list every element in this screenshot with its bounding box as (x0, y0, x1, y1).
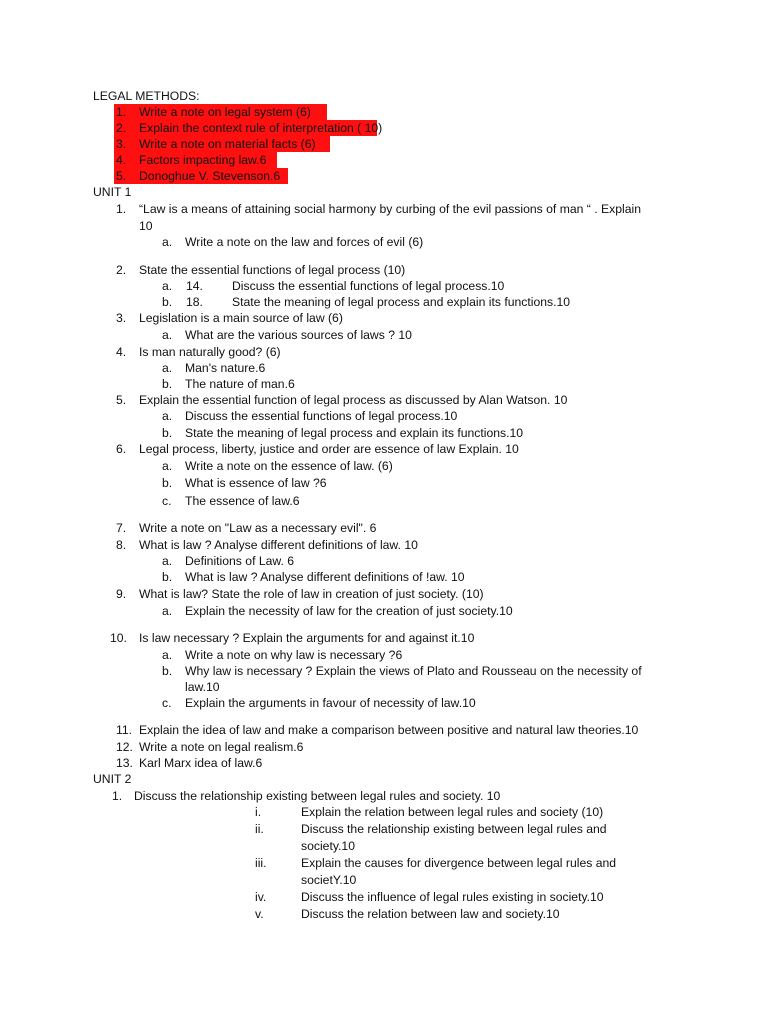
legal-methods-item: Factors impacting law.6 (139, 153, 267, 167)
question-text: What is law ? Analyse different definitions of law. 10 (139, 538, 418, 552)
unit-heading: UNIT 1 (93, 185, 132, 199)
question-text: Karl Marx idea of law.6 (139, 756, 263, 770)
subquestion-text: Explain the causes for divergence between legal rules and (301, 856, 617, 870)
legal-methods-item-number: 1. (116, 105, 127, 119)
question-number: 9. (116, 587, 127, 601)
subquestion-text: Discuss the essential functions of legal process.10 (232, 279, 505, 293)
subquestion-roman: v. (255, 907, 264, 921)
subquestion-letter: a. (162, 604, 173, 618)
question-text: “Law is a means of attaining social harmony by curbing of the evil passions of man “ . Explain (139, 202, 641, 216)
question-text: Write a note on "Law as a necessary evil". 6 (139, 521, 377, 535)
subquestion-letter: a. (162, 459, 173, 473)
legal-methods-item: Donoghue V. Stevenson.6 (139, 169, 281, 183)
subquestion-roman: i. (255, 805, 262, 819)
subquestion-text: The essence of law.6 (185, 494, 300, 508)
subquestion-ref: 14. (186, 279, 203, 293)
question-number: 12. (116, 740, 133, 754)
question-number: 8. (116, 538, 127, 552)
subquestion-text: Write a note on the law and forces of evil (6) (185, 235, 424, 249)
subquestion-text: Write a note on why law is necessary ?6 (185, 648, 403, 662)
subquestion-text: State the meaning of legal process and explain its functions.10 (232, 295, 571, 309)
subquestion-text: Explain the necessity of law for the creation of just society.10 (185, 604, 513, 618)
subquestion-text: What is essence of law ?6 (185, 476, 327, 490)
subquestion-text: The nature of man.6 (185, 377, 295, 391)
question-text: State the essential functions of legal process (10) (139, 263, 406, 277)
subquestion-letter: a. (162, 409, 173, 423)
legal-methods-item: Write a note on material facts (6) (139, 137, 316, 151)
subquestion-letter: b. (162, 426, 173, 440)
subquestion-letter: c. (162, 696, 172, 710)
question-text: Write a note on legal realism.6 (139, 740, 304, 754)
subquestion-letter: b. (162, 377, 173, 391)
legal-methods-item: Write a note on legal system (6) (139, 105, 311, 119)
subquestion-text: law.10 (185, 680, 220, 694)
unit-heading: UNIT 2 (93, 772, 132, 786)
question-text: Discuss the relationship existing between legal rules and society. 10 (134, 789, 501, 803)
subquestion-text: Explain the relation between legal rules and society (10) (301, 805, 604, 819)
question-number: 3. (116, 311, 127, 325)
question-text: Is man naturally good? (6) (139, 345, 281, 359)
question-number: 1. (116, 202, 127, 216)
subquestion-text: society.10 (301, 839, 355, 853)
subquestion-letter: a. (162, 279, 173, 293)
question-number: 13. (116, 756, 133, 770)
question-number: 5. (116, 393, 127, 407)
question-text: Explain the essential function of legal process as discussed by Alan Watson. 10 (139, 393, 568, 407)
subquestion-text: Man's nature.6 (185, 361, 266, 375)
subquestion-letter: b. (162, 476, 173, 490)
subquestion-letter: a. (162, 235, 173, 249)
legal-methods-item: Explain the context rule of interpretation ( 10) (139, 121, 383, 135)
legal-methods-heading: LEGAL METHODS: (93, 89, 200, 103)
subquestion-ref: 18. (186, 295, 203, 309)
subquestion-text: What is law ? Analyse different definitions of !aw. 10 (185, 570, 465, 584)
question-text: Is law necessary ? Explain the arguments for and against it.10 (139, 631, 475, 645)
subquestion-roman: iv. (255, 890, 267, 904)
question-number: 11. (116, 723, 133, 737)
subquestion-roman: ii. (255, 822, 264, 836)
question-text: Explain the idea of law and make a comparison between positive and natural law theories.10 (139, 723, 639, 737)
subquestion-roman: iii. (255, 856, 267, 870)
subquestion-letter: b. (162, 295, 173, 309)
subquestion-letter: a. (162, 648, 173, 662)
subquestion-letter: a. (162, 328, 173, 342)
question-text: Legislation is a main source of law (6) (139, 311, 343, 325)
question-number: 6. (116, 442, 127, 456)
legal-methods-item-number: 4. (116, 153, 127, 167)
question-text: Legal process, liberty, justice and order are essence of law Explain. 10 (139, 442, 519, 456)
question-number: 2. (116, 263, 127, 277)
subquestion-text: Explain the arguments in favour of necessity of law.10 (185, 696, 476, 710)
legal-methods-item-number: 2. (116, 121, 127, 135)
question-text: What is law? State the role of law in creation of just society. (10) (139, 587, 484, 601)
subquestion-text: Definitions of Law. 6 (185, 554, 295, 568)
subquestion-letter: a. (162, 554, 173, 568)
subquestion-letter: b. (162, 664, 173, 678)
subquestion-letter: b. (162, 570, 173, 584)
question-number: 7. (116, 521, 127, 535)
subquestion-text: societY.10 (301, 873, 357, 887)
question-number: 4. (116, 345, 127, 359)
subquestion-text: What are the various sources of laws ? 10 (185, 328, 412, 342)
subquestion-letter: a. (162, 361, 173, 375)
question-number: 1. (112, 789, 123, 803)
subquestion-text: State the meaning of legal process and explain its functions.10 (185, 426, 524, 440)
question-text: 10 (139, 219, 153, 233)
subquestion-text: Write a note on the essence of law. (6) (185, 459, 393, 473)
subquestion-text: Why law is necessary ? Explain the views of Plato and Rousseau on the necessity of (185, 664, 642, 678)
subquestion-text: Discuss the relationship existing between legal rules and (301, 822, 607, 836)
subquestion-text: Discuss the relation between law and society.10 (301, 907, 560, 921)
subquestion-letter: c. (162, 494, 172, 508)
subquestion-text: Discuss the essential functions of legal process.10 (185, 409, 458, 423)
legal-methods-item-number: 3. (116, 137, 127, 151)
legal-methods-item-number: 5. (116, 169, 127, 183)
subquestion-text: Discuss the influence of legal rules existing in society.10 (301, 890, 604, 904)
question-number: 10. (110, 631, 127, 645)
